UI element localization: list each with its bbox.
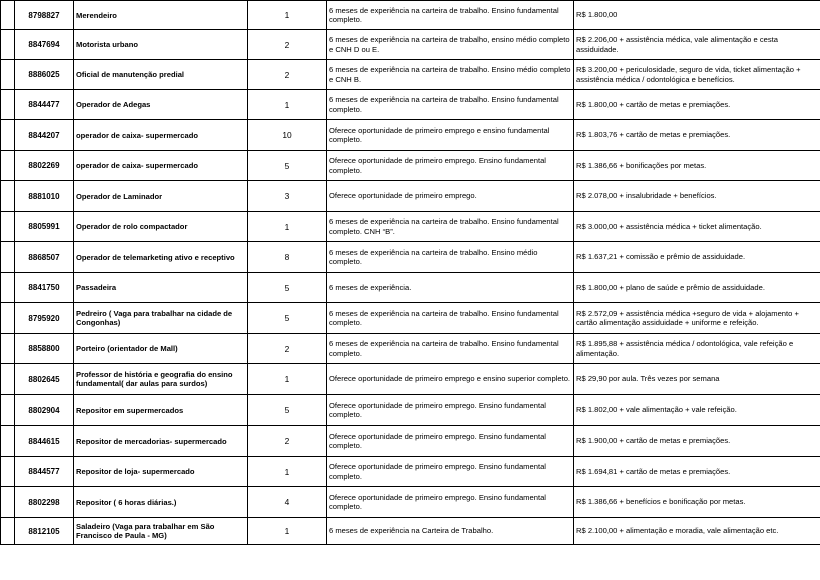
vacancy-salary: R$ 1.803,76 + cartão de metas e premiações.: [574, 120, 820, 151]
vacancy-code: 8844577: [15, 457, 74, 487]
vacancy-role: Merendeiro: [74, 1, 248, 30]
table-row: [1, 181, 820, 212]
vacancy-quantity: 1: [248, 364, 327, 395]
vacancy-salary: R$ 1.800,00: [574, 1, 820, 30]
row-margin-cell: [1, 273, 15, 303]
vacancy-code: 8858800: [15, 334, 74, 364]
row-margin-cell: [1, 60, 15, 90]
vacancy-quantity: 4: [248, 487, 327, 518]
table-row: [1, 487, 820, 518]
vacancy-role: Operador de telemarketing ativo e receptivo: [74, 242, 248, 273]
vacancy-salary: R$ 3.000,00 + assistência médica + ticket alimentação.: [574, 212, 820, 242]
row-margin-cell: [1, 487, 15, 518]
table-row: [1, 120, 820, 151]
vacancy-code: 8881010: [15, 181, 74, 212]
table-row: [1, 30, 820, 60]
vacancy-requirements: Oferece oportunidade de primeiro emprego. Ensino fundamental completo.: [327, 487, 574, 518]
row-margin-cell: [1, 395, 15, 426]
vacancy-quantity: 5: [248, 395, 327, 426]
vacancy-requirements: 6 meses de experiência na carteira de trabalho, ensino médio completo e CNH D ou E.: [327, 30, 574, 60]
table-row: [1, 426, 820, 457]
table-row: [1, 303, 820, 334]
vacancy-quantity: 1: [248, 90, 327, 120]
vacancy-quantity: 2: [248, 334, 327, 364]
vacancy-code: 8886025: [15, 60, 74, 90]
vacancy-requirements: 6 meses de experiência na carteira de trabalho. Ensino fundamental completo.: [327, 1, 574, 30]
vacancy-role: Pedreiro ( Vaga para trabalhar na cidade de Congonhas): [74, 303, 248, 334]
vacancy-role: Operador de rolo compactador: [74, 212, 248, 242]
vacancy-salary: R$ 2.100,00 + alimentação e moradia, vale alimentação etc.: [574, 518, 820, 545]
vacancy-role: Operador de Adegas: [74, 90, 248, 120]
vacancy-role: Repositor de mercadorias- supermercado: [74, 426, 248, 457]
vacancy-role: Repositor de loja- supermercado: [74, 457, 248, 487]
vacancy-salary: R$ 1.637,21 + comissão e prêmio de assiduidade.: [574, 242, 820, 273]
vacancy-code: 8802298: [15, 487, 74, 518]
vacancy-requirements: Oferece oportunidade de primeiro emprego e ensino superior completo.: [327, 364, 574, 395]
row-margin-cell: [1, 303, 15, 334]
row-margin-cell: [1, 90, 15, 120]
row-margin-cell: [1, 457, 15, 487]
vacancy-requirements: Oferece oportunidade de primeiro emprego.: [327, 181, 574, 212]
vacancy-salary: R$ 1.800,00 + plano de saúde e prêmio de assiduidade.: [574, 273, 820, 303]
vacancy-quantity: 10: [248, 120, 327, 151]
vacancy-role: Repositor ( 6 horas diárias.): [74, 487, 248, 518]
vacancy-salary: R$ 1.386,66 + benefícios e bonificação por metas.: [574, 487, 820, 518]
vacancy-requirements: 6 meses de experiência na carteira de trabalho. Ensino fundamental completo. CNH “B”.: [327, 212, 574, 242]
vacancy-salary: R$ 1.802,00 + vale alimentação + vale refeição.: [574, 395, 820, 426]
table-row: [1, 334, 820, 364]
vacancy-requirements: 6 meses de experiência.: [327, 273, 574, 303]
table-row: [1, 273, 820, 303]
row-margin-cell: [1, 242, 15, 273]
vacancy-code: 8798827: [15, 1, 74, 30]
vacancy-requirements: Oferece oportunidade de primeiro emprego. Ensino fundamental completo.: [327, 457, 574, 487]
row-margin-cell: [1, 426, 15, 457]
vacancy-quantity: 1: [248, 1, 327, 30]
vacancy-quantity: 2: [248, 30, 327, 60]
vacancy-role: Repositor em supermercados: [74, 395, 248, 426]
vacancy-role: operador de caixa- supermercado: [74, 151, 248, 181]
vacancy-requirements: Oferece oportunidade de primeiro emprego. Ensino fundamental completo.: [327, 426, 574, 457]
vacancy-role: Oficial de manutenção predial: [74, 60, 248, 90]
vacancy-requirements: 6 meses de experiência na carteira de trabalho. Ensino médio completo e CNH B.: [327, 60, 574, 90]
vacancy-code: 8802904: [15, 395, 74, 426]
vacancy-quantity: 5: [248, 151, 327, 181]
vacancy-code: 8805991: [15, 212, 74, 242]
row-margin-cell: [1, 120, 15, 151]
vacancy-salary: R$ 1.386,66 + bonificações por metas.: [574, 151, 820, 181]
vacancy-salary: R$ 2.572,09 + assistência médica +seguro de vida + alojamento + cartão alimentação assiduidade + uniforme e refeição.: [574, 303, 820, 334]
vacancy-quantity: 2: [248, 426, 327, 457]
vacancy-salary: R$ 3.200,00 + periculosidade, seguro de vida, ticket alimentação + assistência médica / odontológica e benefícios.: [574, 60, 820, 90]
vacancy-code: 8795920: [15, 303, 74, 334]
row-margin-cell: [1, 30, 15, 60]
table-row: [1, 518, 820, 545]
vacancy-quantity: 3: [248, 181, 327, 212]
table-row: [1, 457, 820, 487]
vacancy-role: Motorista urbano: [74, 30, 248, 60]
vacancy-quantity: 1: [248, 518, 327, 545]
vacancy-code: 8844477: [15, 90, 74, 120]
vacancy-salary: R$ 29,90 por aula. Três vezes por semana: [574, 364, 820, 395]
vacancy-code: 8844615: [15, 426, 74, 457]
row-margin-cell: [1, 334, 15, 364]
vacancy-requirements: Oferece oportunidade de primeiro emprego e ensino fundamental completo.: [327, 120, 574, 151]
vacancy-requirements: 6 meses de experiência na carteira de trabalho. Ensino fundamental completo.: [327, 334, 574, 364]
vacancy-role: Operador de Laminador: [74, 181, 248, 212]
vacancy-role: Passadeira: [74, 273, 248, 303]
row-margin-cell: [1, 151, 15, 181]
row-margin-cell: [1, 1, 15, 30]
vacancy-code: 8847694: [15, 30, 74, 60]
vacancy-quantity: 1: [248, 457, 327, 487]
table-row: [1, 151, 820, 181]
vacancy-role: Professor de história e geografia do ensino fundamental( dar aulas para surdos): [74, 364, 248, 395]
vacancy-code: 8844207: [15, 120, 74, 151]
vacancy-code: 8802269: [15, 151, 74, 181]
vacancy-requirements: 6 meses de experiência na carteira de trabalho. Ensino fundamental completo.: [327, 90, 574, 120]
vacancy-quantity: 5: [248, 273, 327, 303]
vacancy-code: 8841750: [15, 273, 74, 303]
vacancy-salary: R$ 1.900,00 + cartão de metas e premiações.: [574, 426, 820, 457]
vacancy-code: 8868507: [15, 242, 74, 273]
vacancy-requirements: 6 meses de experiência na Carteira de Trabalho.: [327, 518, 574, 545]
row-margin-cell: [1, 518, 15, 545]
table-row: [1, 60, 820, 90]
vacancy-salary: R$ 1.800,00 + cartão de metas e premiações.: [574, 90, 820, 120]
vacancy-requirements: 6 meses de experiência na carteira de trabalho. Ensino fundamental completo.: [327, 303, 574, 334]
vacancy-role: operador de caixa- supermercado: [74, 120, 248, 151]
table-row: [1, 1, 820, 30]
table-row: [1, 90, 820, 120]
vacancy-code: 8812105: [15, 518, 74, 545]
vacancy-code: 8802645: [15, 364, 74, 395]
table-row: [1, 364, 820, 395]
row-margin-cell: [1, 212, 15, 242]
vacancy-salary: R$ 2.206,00 + assistência médica, vale alimentação e cesta assiduidade.: [574, 30, 820, 60]
table-row: [1, 395, 820, 426]
vacancy-salary: R$ 2.078,00 + insalubridade + benefícios.: [574, 181, 820, 212]
vacancy-requirements: 6 meses de experiência na carteira de trabalho. Ensino médio completo.: [327, 242, 574, 273]
vacancy-quantity: 8: [248, 242, 327, 273]
vacancy-quantity: 1: [248, 212, 327, 242]
vacancy-salary: R$ 1.694,81 + cartão de metas e premiações.: [574, 457, 820, 487]
vacancy-role: Saladeiro (Vaga para trabalhar em São Francisco de Paula - MG): [74, 518, 248, 545]
row-margin-cell: [1, 364, 15, 395]
vacancy-salary: R$ 1.895,88 + assistência médica / odontológica, vale refeição e alimentação.: [574, 334, 820, 364]
table-row: [1, 242, 820, 273]
vacancy-requirements: Oferece oportunidade de primeiro emprego. Ensino fundamental completo.: [327, 151, 574, 181]
row-margin-cell: [1, 181, 15, 212]
table-row: [1, 212, 820, 242]
vacancy-requirements: Oferece oportunidade de primeiro emprego. Ensino fundamental completo.: [327, 395, 574, 426]
vacancy-role: Porteiro (orientador de Mall): [74, 334, 248, 364]
vacancy-quantity: 2: [248, 60, 327, 90]
vacancy-quantity: 5: [248, 303, 327, 334]
